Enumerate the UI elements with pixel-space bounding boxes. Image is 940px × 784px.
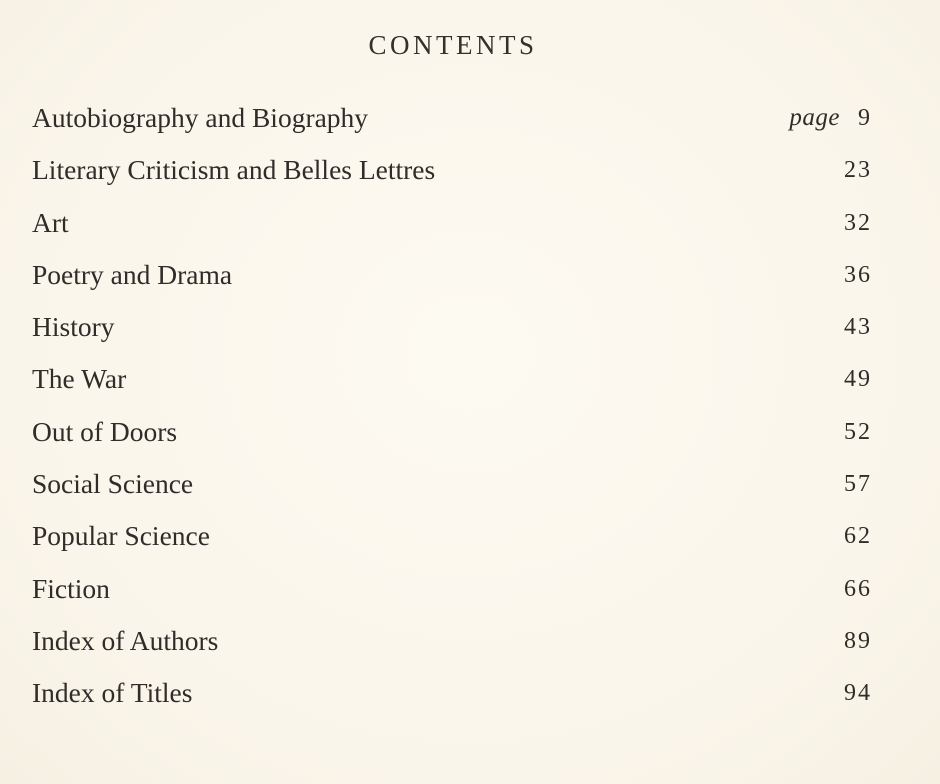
toc-entry-label: History (32, 311, 115, 343)
toc-entry-label: Popular Science (32, 520, 210, 552)
page-title: CONTENTS (368, 30, 538, 60)
toc-entry-label: Social Science (32, 468, 194, 500)
toc-entry (32, 464, 872, 516)
toc-entry-page: 66 (844, 575, 872, 602)
toc-entry-label: Out of Doors (32, 415, 178, 447)
toc-entry-label: Fiction (32, 572, 110, 604)
table-of-contents (32, 98, 872, 726)
toc-entry (32, 98, 872, 150)
page-label: page (789, 104, 840, 131)
toc-entry (32, 412, 872, 464)
toc-entry (32, 203, 872, 255)
toc-entry-label: Index of Authors (32, 624, 219, 656)
toc-entry-label: Poetry and Drama (32, 258, 233, 290)
toc-entry-page: 43 (844, 314, 872, 341)
toc-entry (32, 673, 872, 725)
toc-entry (32, 359, 872, 411)
toc-entry (32, 255, 872, 307)
toc-entry-page (789, 98, 872, 138)
toc-entry-page: 23 (844, 157, 872, 184)
toc-entry-page: 57 (844, 471, 872, 498)
toc-entry-page: 36 (844, 261, 872, 288)
toc-entry-label: Art (32, 206, 69, 238)
toc-entry-label: The War (32, 363, 127, 395)
toc-entry-page: 94 (844, 680, 872, 707)
page-number: 9 (858, 105, 872, 131)
toc-entry (32, 621, 872, 673)
toc-entry-page: 62 (844, 523, 872, 550)
toc-entry (32, 150, 872, 202)
toc-entry-page: 49 (844, 366, 872, 393)
toc-entry-page: 52 (844, 418, 872, 445)
toc-entry (32, 307, 872, 359)
toc-entry-page: 89 (844, 627, 872, 654)
toc-entry-label: Literary Criticism and Belles Lettres (32, 154, 436, 186)
toc-entry-label: Index of Titles (32, 677, 193, 709)
toc-entry (32, 516, 872, 568)
toc-entry (32, 569, 872, 621)
toc-entry-page: 32 (844, 209, 872, 236)
toc-entry-label: Autobiography and Biography (32, 102, 369, 133)
